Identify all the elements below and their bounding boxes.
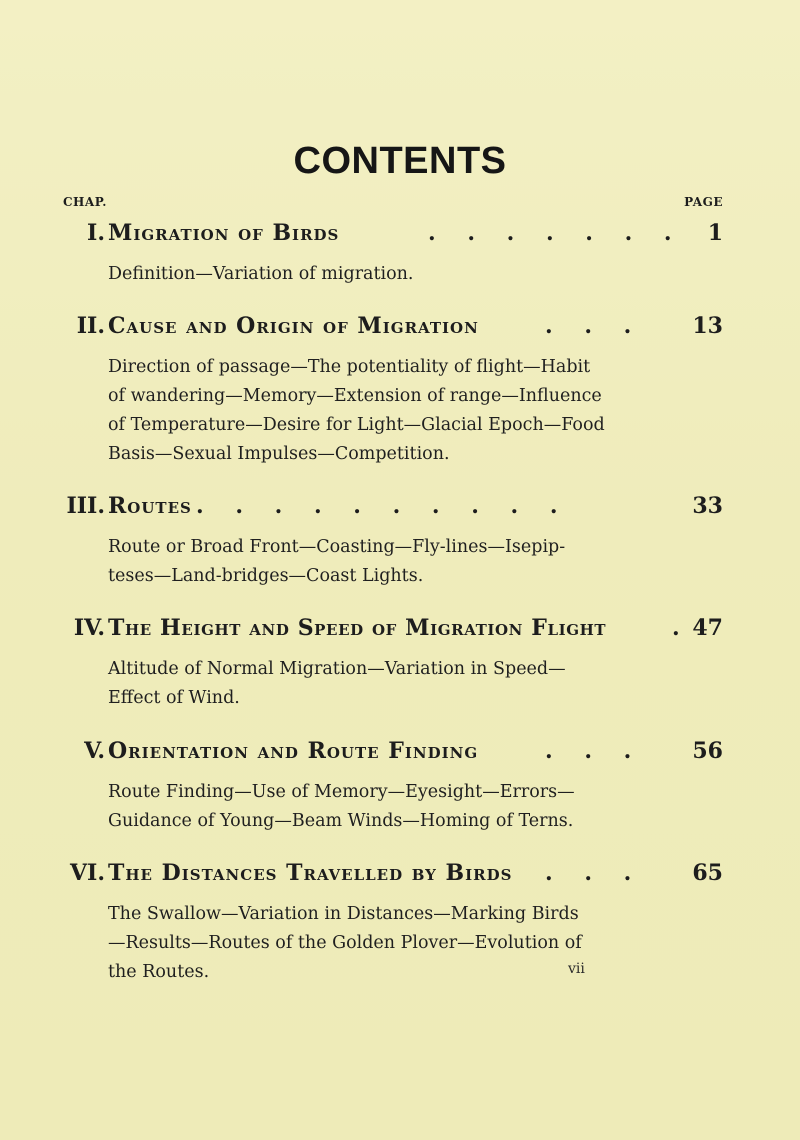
- toc-entry-head: [0, 615, 800, 649]
- chapter-numeral: IV.: [73, 615, 105, 641]
- chapter-description: [108, 260, 668, 289]
- dot-leader: . . . . . . . . . .: [196, 493, 570, 519]
- chapter-title: Migration of Birds: [108, 220, 340, 246]
- description-line: Altitude of Normal Migration—Variation in Speed—: [108, 659, 566, 679]
- page-number: 47: [692, 615, 723, 641]
- chapter-numeral: III.: [66, 493, 105, 519]
- description-line: teses—Land-bridges—Coast Lights.: [108, 566, 424, 586]
- toc-entry-head: [0, 860, 800, 894]
- chapter-description: [108, 778, 668, 836]
- description-line: Route or Broad Front—Coasting—Fly-lines—Isepip-: [108, 537, 566, 557]
- chapter-title: Cause and Origin of Migration: [108, 313, 479, 339]
- page-number: 56: [692, 738, 723, 764]
- page-number: 1: [707, 220, 723, 246]
- description-line: of wandering—Memory—Extension of range—Influence: [108, 386, 602, 406]
- page-folio: vii: [568, 961, 585, 977]
- toc-entry-head: [0, 493, 800, 527]
- description-line: Route Finding—Use of Memory—Eyesight—Errors—: [108, 782, 575, 802]
- chapter-title: Orientation and Route Finding: [108, 738, 479, 764]
- description-line: the Routes.: [108, 962, 210, 982]
- chapter-numeral: II.: [76, 313, 105, 339]
- chapter-description: [108, 353, 668, 469]
- page-number: 33: [692, 493, 723, 519]
- page-number: 13: [692, 313, 723, 339]
- description-line: Basis—Sexual Impulses—Competition.: [108, 444, 450, 464]
- description-line: Effect of Wind.: [108, 688, 240, 708]
- chapter-title: The Height and Speed of Migration Flight: [108, 615, 607, 641]
- chap-column-label: CHAP.: [63, 195, 107, 209]
- toc-entry-head: [0, 313, 800, 347]
- chapter-numeral: V.: [84, 738, 105, 764]
- description-line: Direction of passage—The potentiality of flight—Habit: [108, 357, 591, 377]
- dot-leader: . . .: [545, 860, 644, 886]
- dot-leader: .: [672, 615, 692, 641]
- chapter-title: The Distances Travelled by Birds: [108, 860, 513, 886]
- chapter-numeral: I.: [87, 220, 105, 246]
- description-line: The Swallow—Variation in Distances—Marking Birds: [108, 904, 579, 924]
- chapter-description: [108, 533, 668, 591]
- dot-leader: . . . . . . .: [428, 220, 684, 246]
- chapter-description: [108, 655, 668, 713]
- chapter-numeral: VI.: [69, 860, 105, 886]
- dot-leader: . . .: [545, 313, 644, 339]
- toc-entry-head: [0, 220, 800, 254]
- description-line: Guidance of Young—Beam Winds—Homing of Terns.: [108, 811, 574, 831]
- page-number: 65: [692, 860, 723, 886]
- page-title: CONTENTS: [293, 140, 507, 182]
- dot-leader: . . .: [545, 738, 644, 764]
- description-line: —Results—Routes of the Golden Plover—Evolution of: [108, 933, 582, 953]
- toc-entry-head: [0, 738, 800, 772]
- description-line: of Temperature—Desire for Light—Glacial Epoch—Food: [108, 415, 605, 435]
- page-column-label: PAGE: [684, 195, 723, 209]
- chapter-title: Routes: [108, 493, 192, 519]
- description-line: Definition—Variation of migration.: [108, 264, 414, 284]
